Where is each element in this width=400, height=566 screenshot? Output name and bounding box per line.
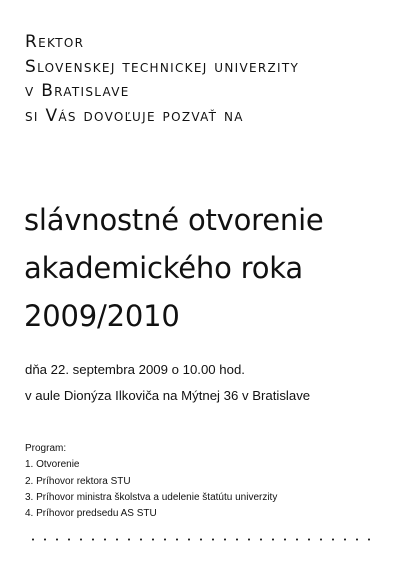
program-item: 1. Otvorenie xyxy=(25,459,80,471)
header-line-rector: Rektor xyxy=(25,32,85,52)
program-item: 4. Príhovor predsedu AS STU xyxy=(25,508,157,520)
program-item: 3. Príhovor ministra školstva a udelenie štatútu univerzity xyxy=(25,491,278,503)
dotted-divider xyxy=(27,538,379,541)
header-line-university: Slovenskej technickej univerzity xyxy=(25,56,300,77)
event-details xyxy=(25,357,385,409)
event-title-line-2: akademického roka xyxy=(24,251,303,285)
event-title-year: 2009/2010 xyxy=(24,299,180,333)
invitation-header xyxy=(25,30,385,128)
program-item: 2. Príhovor rektora STU xyxy=(25,475,131,487)
program-list xyxy=(25,441,385,522)
header-line-invitation: si Vás dovoľuje pozvať na xyxy=(25,105,244,126)
event-date-time: dňa 22. septembra 2009 o 10.00 hod. xyxy=(25,362,245,377)
event-title-line-1: slávnostné otvorenie xyxy=(24,203,324,237)
event-venue: v aule Dionýza Ilkoviča na Mýtnej 36 v Bratislave xyxy=(25,388,311,403)
program-heading: Program: xyxy=(25,443,67,454)
header-line-city: v Bratislave xyxy=(25,81,130,101)
event-title xyxy=(24,196,394,340)
